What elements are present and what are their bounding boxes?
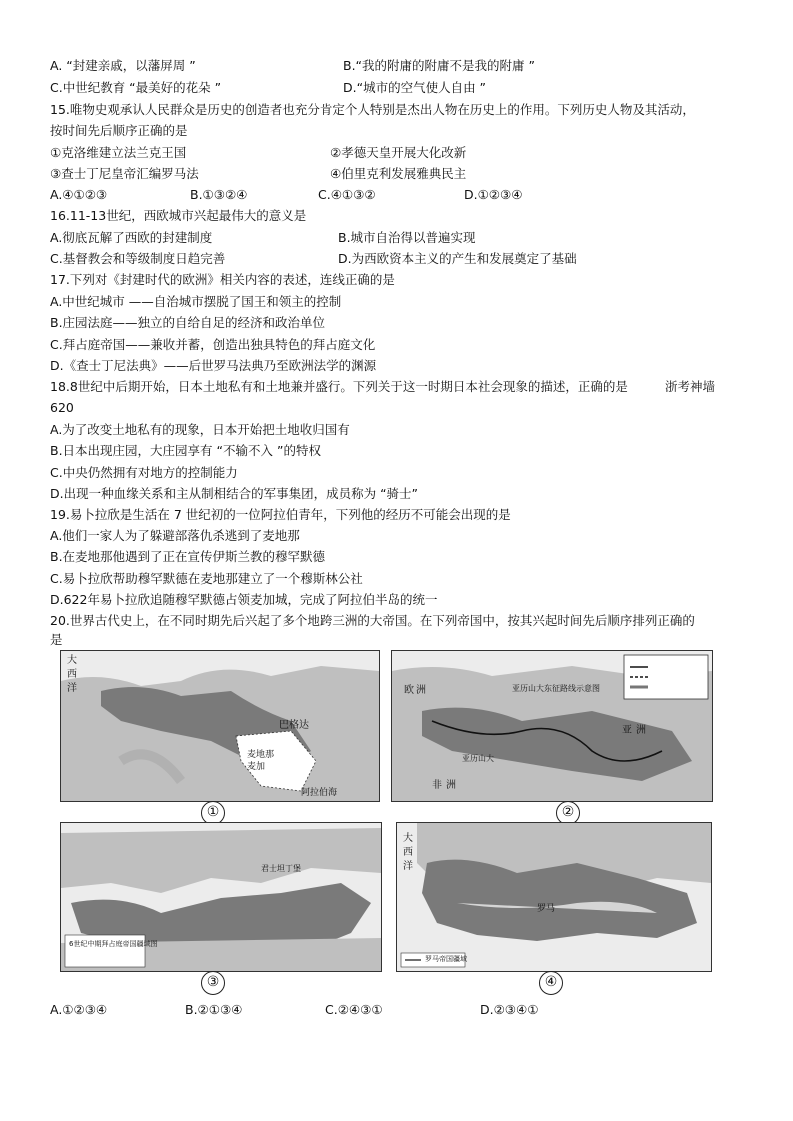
q17-option-b: B.庄园法庭——独立的自给自足的经济和政治单位 (50, 315, 326, 330)
q15-option-a: A.④①②③ (50, 187, 108, 202)
map-byzantine-empire (60, 822, 382, 972)
q16-option-c: C.基督教会和等级制度日趋完善 (50, 251, 226, 266)
q18-option-a: A.为了改变土地私有的现象，日本开始把土地收归国有 (50, 422, 350, 437)
map2-label-africa-1: 非 (432, 780, 442, 791)
map2-label-europe-2: 洲 (416, 685, 426, 696)
q17-option-c: C.拜占庭帝国——兼收并蓄，创造出独具特色的拜占庭文化 (50, 337, 376, 352)
q15-item-4: ④伯里克利发展雅典民主 (330, 166, 467, 181)
map1-number: ① (201, 801, 225, 825)
q17-option-d: D.《查士丁尼法典》——后世罗马法典乃至欧洲法学的渊源 (50, 358, 377, 373)
prev-option-a: A. “封建亲戚，以藩屏周 ” (50, 58, 196, 73)
q19-option-c: C.易卜拉欣帮助穆罕默德在麦地那建立了一个穆斯林公社 (50, 571, 363, 586)
map1-label-da: 大 (67, 655, 77, 666)
q19-stem: 19.易卜拉欣是生活在 7 世纪初的一位阿拉伯青年，下列他的经历不可能会出现的是 (50, 507, 511, 522)
map2-label-asia-2: 洲 (636, 725, 646, 736)
map2-label-africa-2: 洲 (446, 780, 456, 791)
prev-option-d: D.“城市的空气使人自由 ” (343, 80, 487, 95)
q20-option-d: D.②③④① (480, 1002, 539, 1017)
map1-label-baghdad: 巴格达 (279, 720, 309, 731)
q16-option-b: B.城市自治得以普遍实现 (338, 230, 476, 245)
q20-option-b: B.②①③④ (185, 1002, 243, 1017)
map2-title: 亚历山大东征路线示意图 (512, 684, 600, 693)
q16-option-d: D.为西欧资本主义的产生和发展奠定了基础 (338, 251, 577, 266)
q15-item-3: ③查士丁尼皇帝汇编罗马法 (50, 166, 199, 181)
q19-option-d: D.622年易卜拉欣追随穆罕默德占领麦加城，完成了阿拉伯半岛的统一 (50, 592, 438, 607)
map1-label-xi: 西 (67, 669, 77, 680)
map2-label-europe-1: 欧 (404, 685, 414, 696)
q15-stem: 15.唯物史观承认人民群众是历史的创造者也充分肯定个人特别是杰出人物在历史上的作用。下列历史人物及其活动， (50, 102, 695, 117)
q18-number: 620 (50, 400, 74, 415)
map-roman-empire-drawing (397, 823, 711, 971)
q18-stem: 18.8世纪中后期开始，日本土地私有和土地兼并盛行。下列关于这一时期日本社会现象的描述，正确的是 (50, 379, 628, 394)
q18-option-d: D.出现一种血缘关系和主从制相结合的军事集团，成员称为 “骑士” (50, 486, 419, 501)
q19-option-b: B.在麦地那他遇到了正在宣传伊斯兰教的穆罕默德 (50, 549, 326, 564)
map4-label-xi: 西 (403, 847, 413, 858)
q15-option-c: C.④①③② (318, 187, 376, 202)
map-alexander-empire (391, 650, 713, 802)
map3-title: 6世纪中期拜占庭帝国疆域图 (69, 940, 158, 948)
map4-legend: 罗马帝国疆域 (425, 955, 467, 963)
map2-number: ② (556, 801, 580, 825)
map3-number: ③ (201, 971, 225, 995)
q17-stem: 17.下列对《封建时代的欧洲》相关内容的表述，连线正确的是 (50, 272, 395, 287)
q20-option-a: A.①②③④ (50, 1002, 108, 1017)
q20-stem-cont: 是 (50, 632, 63, 647)
map3-label-constantinople: 君士坦丁堡 (261, 864, 301, 873)
q15-option-d: D.①②③④ (464, 187, 523, 202)
q16-stem: 16.11-13世纪，西欧城市兴起最伟大的意义是 (50, 208, 307, 223)
q18-option-b: B.日本出现庄园，大庄园享有 “不输不入 ”的特权 (50, 443, 321, 458)
prev-option-c: C.中世纪教育 “最美好的花朵 ” (50, 80, 222, 95)
map1-label-arabian-sea: 阿拉伯海 (301, 788, 338, 798)
map4-label-da: 大 (403, 833, 413, 844)
map1-label-medina: 麦地那 (247, 750, 275, 760)
map-arab-empire-drawing (61, 651, 379, 801)
q15-stem-cont: 按时间先后顺序正确的是 (50, 123, 188, 138)
prev-option-b: B.“我的附庸的附庸不是我的附庸 ” (343, 58, 535, 73)
q15-item-2: ②孝德天皇开展大化改新 (330, 145, 467, 160)
q20-stem: 20.世界古代史上，在不同时期先后兴起了多个地跨三洲的大帝国。在下列帝国中，按其兴起时间先后顺序排列正确的 (50, 613, 695, 628)
q18-option-c: C.中央仍然拥有对地方的控制能力 (50, 465, 238, 480)
q19-option-a: A.他们一家人为了躲避部落仇杀逃到了麦地那 (50, 528, 300, 543)
map4-number: ④ (539, 971, 563, 995)
map4-label-rome: 罗马 (537, 904, 556, 914)
q15-option-b: B.①③②④ (190, 187, 248, 202)
q20-option-c: C.②④③① (325, 1002, 383, 1017)
map2-label-alexandria: 亚历山大 (462, 754, 494, 763)
q16-option-a: A.彻底瓦解了西欧的封建制度 (50, 230, 213, 245)
map2-label-asia-1: 亚 (622, 725, 632, 736)
q17-option-a: A.中世纪城市 ——自治城市摆脱了国王和领主的控制 (50, 294, 342, 309)
map4-label-yang: 洋 (403, 861, 413, 872)
q18-source: 浙考神墙 (665, 379, 716, 394)
map1-label-mecca: 麦加 (247, 762, 266, 772)
map-roman-empire (396, 822, 712, 972)
q15-item-1: ①克洛维建立法兰克王国 (50, 145, 187, 160)
map-arab-empire (60, 650, 380, 802)
map1-label-yang: 洋 (67, 683, 77, 694)
